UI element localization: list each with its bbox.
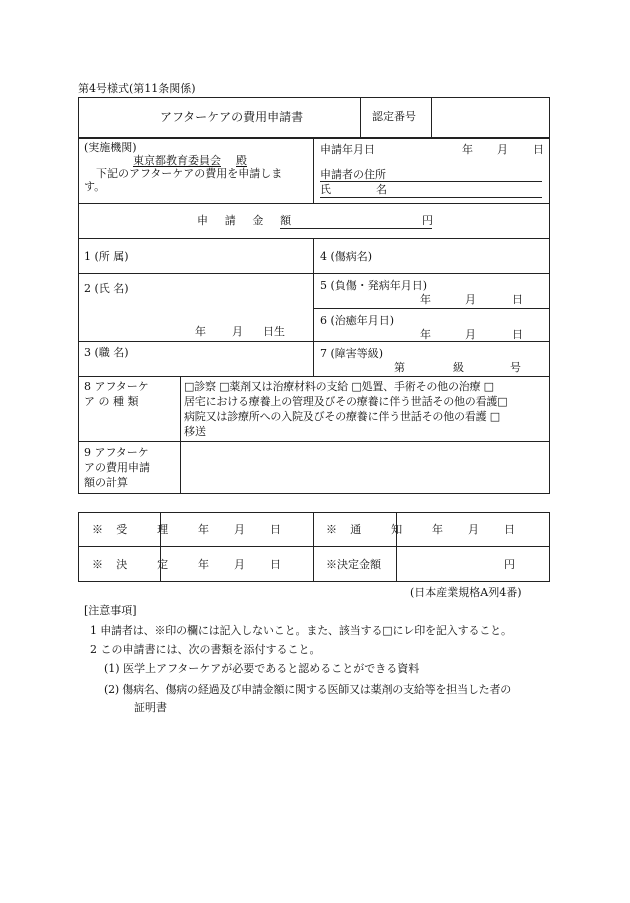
office-decided-amount-label: ※決定金額 xyxy=(326,558,381,571)
received-month: 月 xyxy=(234,523,245,536)
decided-year: 年 xyxy=(198,558,209,571)
injury-date-field[interactable] xyxy=(330,292,418,306)
aftercare-option-line1[interactable]: □診察 □薬剤又は治療材料の支給 □処置、手術その他の治療 □ xyxy=(184,380,494,393)
birth-day-label: 日生 xyxy=(263,325,285,338)
decided-day: 日 xyxy=(270,558,281,571)
amount-yen-unit: 円 xyxy=(422,214,433,227)
notes-heading: [注意事項] xyxy=(84,604,137,617)
applicant-address-label: 申請者の住所 xyxy=(320,168,386,181)
office-row-line xyxy=(78,546,550,547)
note-2-2-line2: 証明書 xyxy=(134,701,167,714)
office-received-label: ※受 理 xyxy=(92,523,182,536)
injury-name-label: 4 (傷病名) xyxy=(320,250,373,263)
cure-date-label: 6 (治癒年月日) xyxy=(320,314,395,327)
name-underline xyxy=(320,197,542,198)
position-field[interactable] xyxy=(150,344,310,373)
paper-size-note: (日本産業規格A列4番) xyxy=(410,586,522,599)
affiliation-label: 1 (所 属) xyxy=(84,250,129,263)
affiliation-field[interactable] xyxy=(150,242,310,270)
aftercare-option-line4[interactable]: 移送 xyxy=(184,425,206,438)
cure-date-field[interactable] xyxy=(330,327,418,340)
request-text-line1: 下記のアフターケアの費用を申請しま xyxy=(96,167,283,180)
note-2-2-line1: (2) 傷病名、傷病の経過及び申請金額に関する医師又は薬剤の支給等を担当した者の xyxy=(104,683,512,696)
aftercare-option-line2[interactable]: 居宅における療養上の管理及びその療養に伴う世話その他の看護□ xyxy=(184,395,508,408)
injury-day-label: 日 xyxy=(512,293,523,306)
aftercare-type-label-line2: ア の 種 類 xyxy=(84,395,139,408)
row-line xyxy=(78,341,550,342)
disability-grade-field[interactable] xyxy=(410,358,450,374)
application-month-label: 月 xyxy=(497,143,508,156)
notified-month: 月 xyxy=(468,523,479,536)
cost-calc-field[interactable] xyxy=(182,443,548,492)
row-line xyxy=(78,376,550,377)
application-day-label: 日 xyxy=(533,143,544,156)
notified-year: 年 xyxy=(432,523,443,536)
injury-date-label: 5 (負傷・発病年月日) xyxy=(320,279,428,292)
grade-prefix: 第 xyxy=(394,361,405,374)
certification-number-field[interactable] xyxy=(432,98,549,137)
grade-suffix: 号 xyxy=(510,361,521,374)
application-year-label: 年 xyxy=(462,143,473,156)
disability-grade-label: 7 (障害等級) xyxy=(320,347,384,360)
applicant-name-field[interactable] xyxy=(395,182,542,197)
decided-amount-yen: 円 xyxy=(504,558,515,571)
title-divider-1 xyxy=(360,97,361,138)
name-field[interactable] xyxy=(150,278,310,318)
injury-year-label: 年 xyxy=(420,293,431,306)
row-line xyxy=(78,441,550,442)
form-number-label: 第4号様式(第11条関係) xyxy=(78,82,196,95)
col-line xyxy=(180,376,181,494)
cost-calc-label-line2: アの費用申請 xyxy=(84,461,150,474)
row-line xyxy=(78,203,550,204)
cure-year-label: 年 xyxy=(420,328,431,341)
agency-honorific: 殿 xyxy=(236,154,247,167)
injury-name-field[interactable] xyxy=(380,242,546,270)
application-date-field[interactable] xyxy=(375,140,455,156)
injury-month-label: 月 xyxy=(465,293,476,306)
aftercare-option-line3[interactable]: 病院又は診療所への入院及びその療養に伴う世話その他の看護 □ xyxy=(184,410,500,423)
cure-day-label: 日 xyxy=(512,328,523,341)
office-col-line xyxy=(313,512,314,582)
office-notified-label: ※通 知 xyxy=(326,523,416,536)
cost-calc-label-line1: 9 アフターケ xyxy=(84,446,149,459)
col-line xyxy=(313,238,314,376)
applicant-name-label-2: 名 xyxy=(376,183,387,196)
aftercare-type-label-line1: 8 アフターケ xyxy=(84,380,149,393)
agency-label: (実施機関) xyxy=(84,141,137,154)
applicant-name-label-1: 氏 xyxy=(320,183,331,196)
note-2-1: (1) 医学上アフターケアが必要であると認めることができる資料 xyxy=(104,662,420,675)
position-label: 3 (職 名) xyxy=(84,346,129,359)
office-decided-label: ※決 定 xyxy=(92,558,182,571)
applicant-address-field[interactable] xyxy=(390,165,542,181)
amount-underline xyxy=(280,228,432,229)
received-year: 年 xyxy=(198,523,209,536)
row-line xyxy=(313,308,550,309)
application-date-label: 申請年月日 xyxy=(320,143,375,156)
cure-month-label: 月 xyxy=(465,328,476,341)
form-title: アフターケアの費用申請書 xyxy=(160,110,304,124)
application-amount-label: 申 請 金 額 xyxy=(197,214,298,227)
request-text-line2: す。 xyxy=(84,180,106,193)
note-2: 2 この申請書には、次の書類を添付すること。 xyxy=(90,643,321,656)
col-line xyxy=(313,138,314,203)
application-amount-field[interactable] xyxy=(280,211,420,228)
note-1: 1 申請者は、※印の欄には記入しないこと。また、該当する□にレ印を記入すること。 xyxy=(90,624,512,637)
certification-number-label: 認定番号 xyxy=(372,110,416,123)
row-line xyxy=(78,273,550,274)
notified-day: 日 xyxy=(504,523,515,536)
birth-year-label: 年 xyxy=(195,325,206,338)
name-label: 2 (氏 名) xyxy=(84,282,129,295)
birth-month-label: 月 xyxy=(232,325,243,338)
cost-calc-label-line3: 額の計算 xyxy=(84,476,128,489)
grade-mid: 級 xyxy=(453,361,464,374)
agency-name: 東京都教育委員会 xyxy=(133,154,221,167)
decided-month: 月 xyxy=(234,558,245,571)
row-line xyxy=(78,238,550,239)
received-day: 日 xyxy=(270,523,281,536)
